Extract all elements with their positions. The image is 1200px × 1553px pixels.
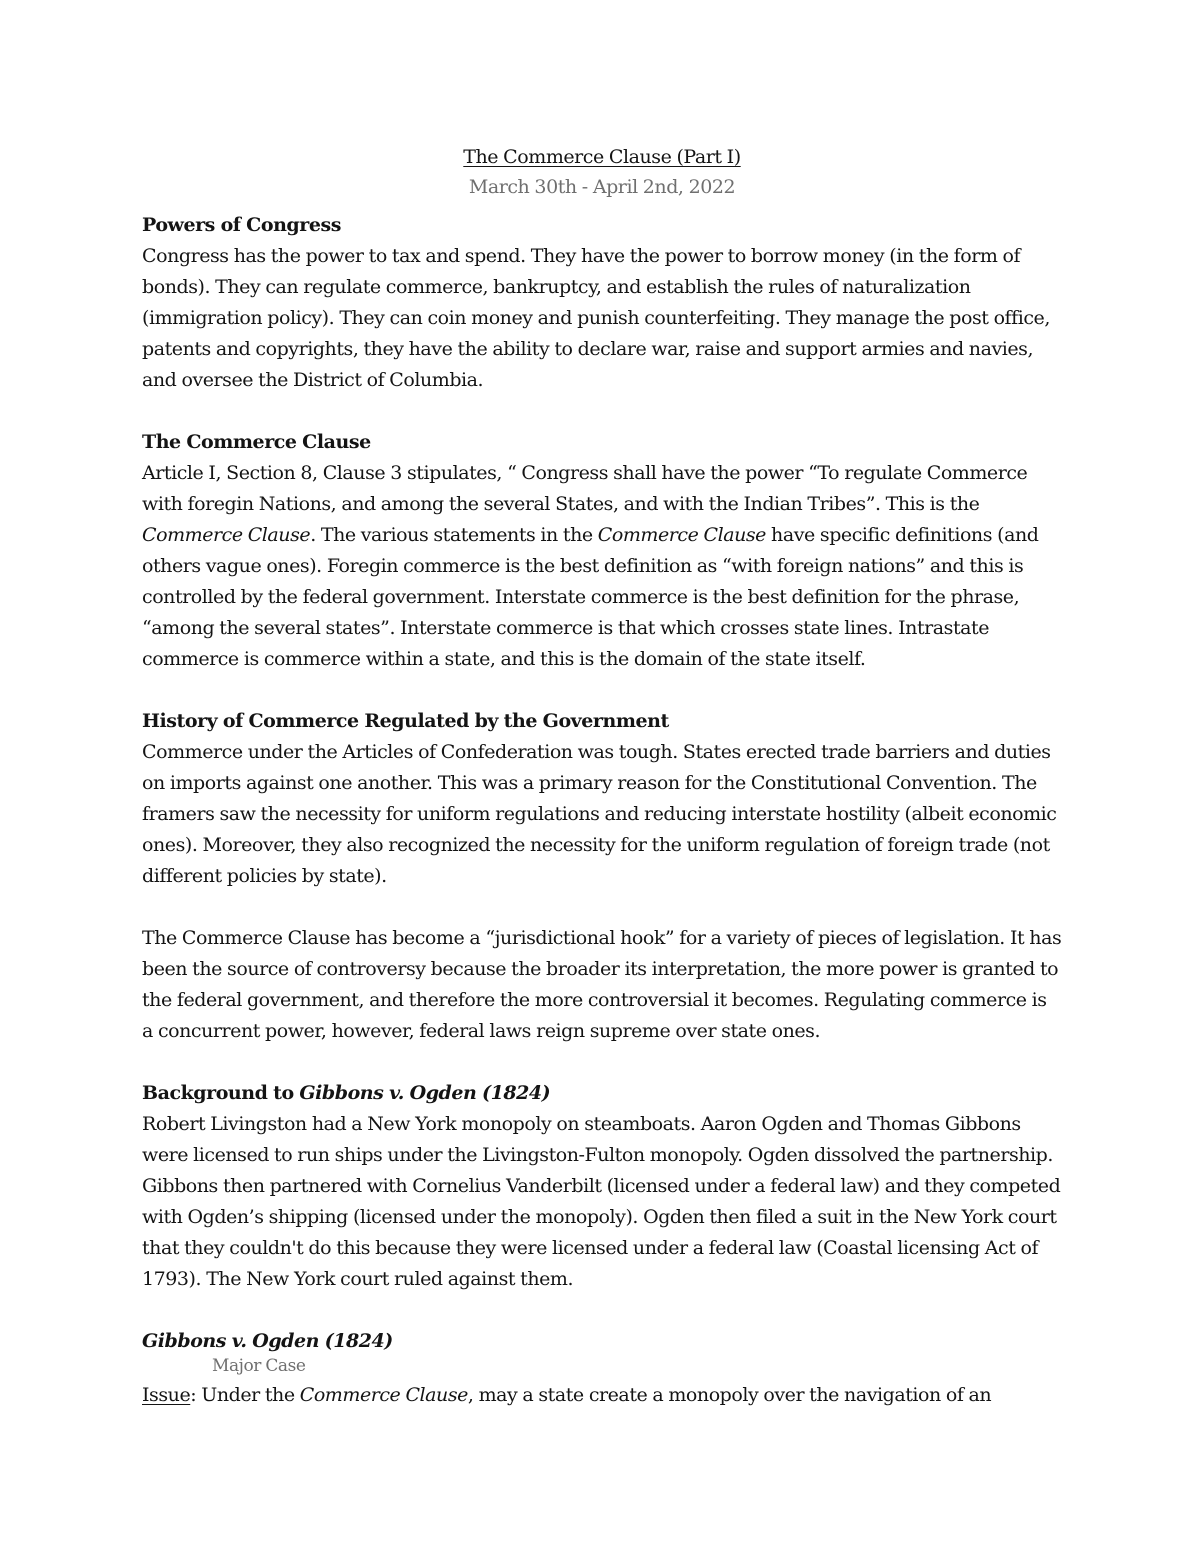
section-background	[142, 1078, 1062, 1295]
page-title: The Commerce Clause (Part I)	[463, 146, 741, 168]
text-run: have specific definitions (and others vague ones). Foregin commerce is the best definition as “with foreign nations” and this is controlled by the federal government. Interstate commerce is the best definition for the phrase, “among the several states”. Interstate commerce is that which crosses state lines. Intrastate commerce is commerce within a state, and this is the domain of the state itself.	[142, 524, 1039, 670]
issue-paragraph	[142, 1380, 1062, 1411]
text-run: . The various statements in the	[310, 524, 598, 546]
section-commerce-clause	[142, 427, 1062, 675]
issue-label: Issue	[142, 1384, 191, 1406]
section-powers-of-congress	[142, 210, 1062, 396]
document-body	[142, 142, 1062, 1411]
italic-term: Commerce Clause	[142, 524, 311, 546]
section-paragraph	[142, 458, 1062, 675]
page-subtitle: March 30th - April 2nd, 2022	[468, 176, 736, 198]
section-paragraph: The Commerce Clause has become a “jurisdictional hook” for a variety of pieces of legislation. It has been the source of controversy because the broader its interpretation, the more power is granted to the federal government, and therefore the more controversial it becomes. Regulating commerce is a concurrent power, however, federal laws reign supreme over state ones.	[142, 927, 1062, 1042]
italic-term: Commerce Clause	[299, 1384, 468, 1406]
title-block	[142, 142, 1062, 202]
section-heading	[142, 1326, 1062, 1357]
section-paragraph: Commerce under the Articles of Confederation was tough. States erected trade barriers and duties on imports against one another. This was a primary reason for the Constitutional Convention. The framers saw the necessity for uniform regulations and reducing interstate hostility (albeit economic ones). Moreover, they also recognized the necessity for the uniform regulation of foreign trade (not different policies by state).	[142, 741, 1057, 887]
heading-prefix: Background to	[142, 1082, 300, 1104]
section-heading	[142, 1078, 1062, 1109]
case-name: Gibbons v. Ogden (1824)	[299, 1082, 551, 1104]
italic-term: Commerce Clause	[597, 524, 766, 546]
section-paragraph: Congress has the power to tax and spend. They have the power to borrow money (in the form of bonds). They can regulate commerce, bankruptcy, and establish the rules of naturalization (immigration policy). They can coin money and punish counterfeiting. They manage the post office, patents and copyrights, they have the ability to declare war, raise and support armies and navies, and oversee the District of Columbia.	[142, 245, 1050, 391]
text-run: , may a state create a monopoly over the navigation of an	[467, 1384, 992, 1406]
section-heading: Powers of Congress	[142, 214, 341, 236]
text-run: : Under the	[190, 1384, 300, 1406]
section-paragraph: Robert Livingston had a New York monopoly on steamboats. Aaron Ogden and Thomas Gibbons were licensed to run ships under the Livingston-Fulton monopoly. Ogden dissolved the partnership. Gibbons then partnered with Cornelius Vanderbilt (licensed under a federal law) and they competed with Ogden’s shipping (licensed under the monopoly). Ogden then filed a suit in the New York court that they couldn't do this because they were licensed under a federal law (Coastal licensing Act of 1793). The New York court ruled against them.	[142, 1113, 1061, 1290]
text-run: Article I, Section 8, Clause 3 stipulates, “ Congress shall have the power “To regulate Commerce with foregin Nations, and among the several States, and with the Indian Tribes”. This is the	[142, 462, 1028, 515]
case-name: Gibbons v. Ogden (1824)	[142, 1330, 393, 1352]
case-note: Major Case	[212, 1356, 306, 1376]
section-case	[142, 1326, 1062, 1411]
section-history	[142, 706, 1062, 1047]
section-heading: History of Commerce Regulated by the Government	[142, 710, 669, 732]
section-heading: The Commerce Clause	[142, 431, 371, 453]
